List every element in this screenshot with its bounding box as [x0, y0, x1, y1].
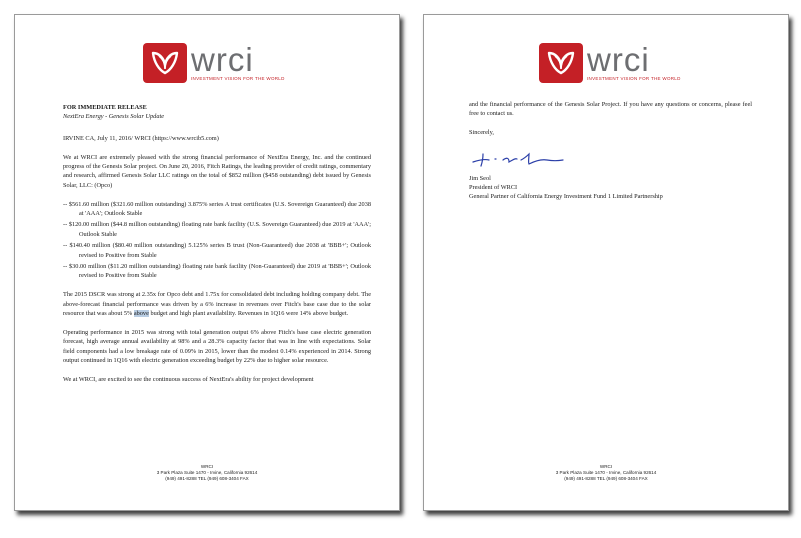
signature-block — [469, 128, 752, 202]
logo-wordmark: wrci — [587, 41, 650, 78]
signer-role: General Partner of California Energy Investment Fund 1 Limited Partnership — [469, 193, 663, 201]
signer-name: Jim Seol — [469, 174, 491, 182]
rating-item: -- $140.40 million ($80.40 million outstanding) 5.125% series B trust (Non-Guaranteed) due 2038 at 'BBB+'; Outlook revised to Positive from Stable — [63, 242, 371, 259]
rating-item: -- $30.00 million ($11.20 million outstanding) floating rate bank facility (Non-Guaranteed) due 2019 at 'BBB+'; Outlook revised to Positive from Stable — [63, 263, 371, 280]
letter-body-1 — [63, 103, 371, 394]
dateline: IRVINE CA, July 11, 2016/ WRCI (https://www.wrcib5.com) — [63, 134, 219, 142]
operating-paragraph: Operating performance in 2015 was strong with total generation output 6% above Fitch's base case electric generation forecast, high average annual availability at 98% and a 28.3% capacity factor that was in line with expectations. Solar field components had a low breakage rate of 0.09% in 2015, lower than the modest 0.14% experienced in 2014. Strong output continued in 1Q16 with electric generation exceeding budget by 22% due to higher solar resource. — [63, 328, 371, 365]
letter-footer: WRCI 3 Park Plaza Suite 1470 - Irvine, California 92614 (949) 491-8288 TEL (949) 608-3404 FAX — [555, 464, 657, 481]
rating-item: -- $561.60 million ($321.60 million outstanding) 3.875% series A trust certificates (U.S. Sovereign Guaranteed) due 2038 at 'AAA'; Outlook Stable — [63, 200, 371, 218]
release-subheading: NextEra Energy - Genesis Solar Update — [63, 113, 165, 121]
logo-emblem-icon — [539, 43, 583, 83]
wrci-logo — [143, 43, 285, 83]
letter-page-1 — [14, 14, 400, 511]
salutation: Sincerely, — [469, 129, 494, 137]
logo-tagline: INVESTMENT VISION FOR THE WORLD — [191, 76, 285, 81]
continuation-paragraph: and the financial performance of the Genesis Solar Project. If you have any questions or concerns, please feel free to contact us. — [469, 101, 752, 118]
logo-emblem-icon — [143, 43, 187, 83]
dscr-paragraph: The 2015 DSCR was strong at 2.35x for Opco debt and 1.75x for consolidated debt including holding company debt. The above-forecast financial performance was driven by a 6% increase in revenues over Fitch's base case due to the solar resource that was about 5% above budget and high plant availability. Revenues in 1Q16 were 14% above budget. — [63, 291, 371, 318]
letter-page-2 — [423, 14, 789, 511]
signature-image — [469, 148, 589, 170]
signer-title: President of WRCI — [469, 184, 518, 192]
logo-wordmark: wrci — [191, 41, 254, 78]
highlighted-word[interactable]: above — [133, 310, 149, 318]
intro-paragraph: We at WRCI are extremely pleased with the strong financial performance of NextEra Energy, Inc. and the continued progress of the Genesis Solar project. On June 20, 2016, Fitch Ratings, the leading provider of credit ratings, commentary and research, affirmed Genesis Solar LLC ratings on the total of $852 million ($458 outstanding) debt issued by Genesis Solar, LLC: (Opco) — [63, 153, 371, 189]
closing-paragraph: We at WRCI, are excited to see the continuous success of NextEra's ability for project development — [63, 375, 314, 383]
release-heading: FOR IMMEDIATE RELEASE — [63, 104, 147, 111]
rating-item: -- $120.00 million ($44.8 million outstanding) floating rate bank facility (U.S. Sovereign Guaranteed) due 2019 at 'AAA'; Outlook Stable — [63, 221, 371, 238]
letter-body-2 — [469, 100, 752, 202]
logo-tagline: INVESTMENT VISION FOR THE WORLD — [587, 76, 681, 81]
letter-footer: WRCI 3 Park Plaza Suite 1470 - Irvine, California 92614 (949) 491-8288 TEL (949) 608-3404 FAX — [156, 464, 258, 481]
wrci-logo — [539, 43, 681, 83]
